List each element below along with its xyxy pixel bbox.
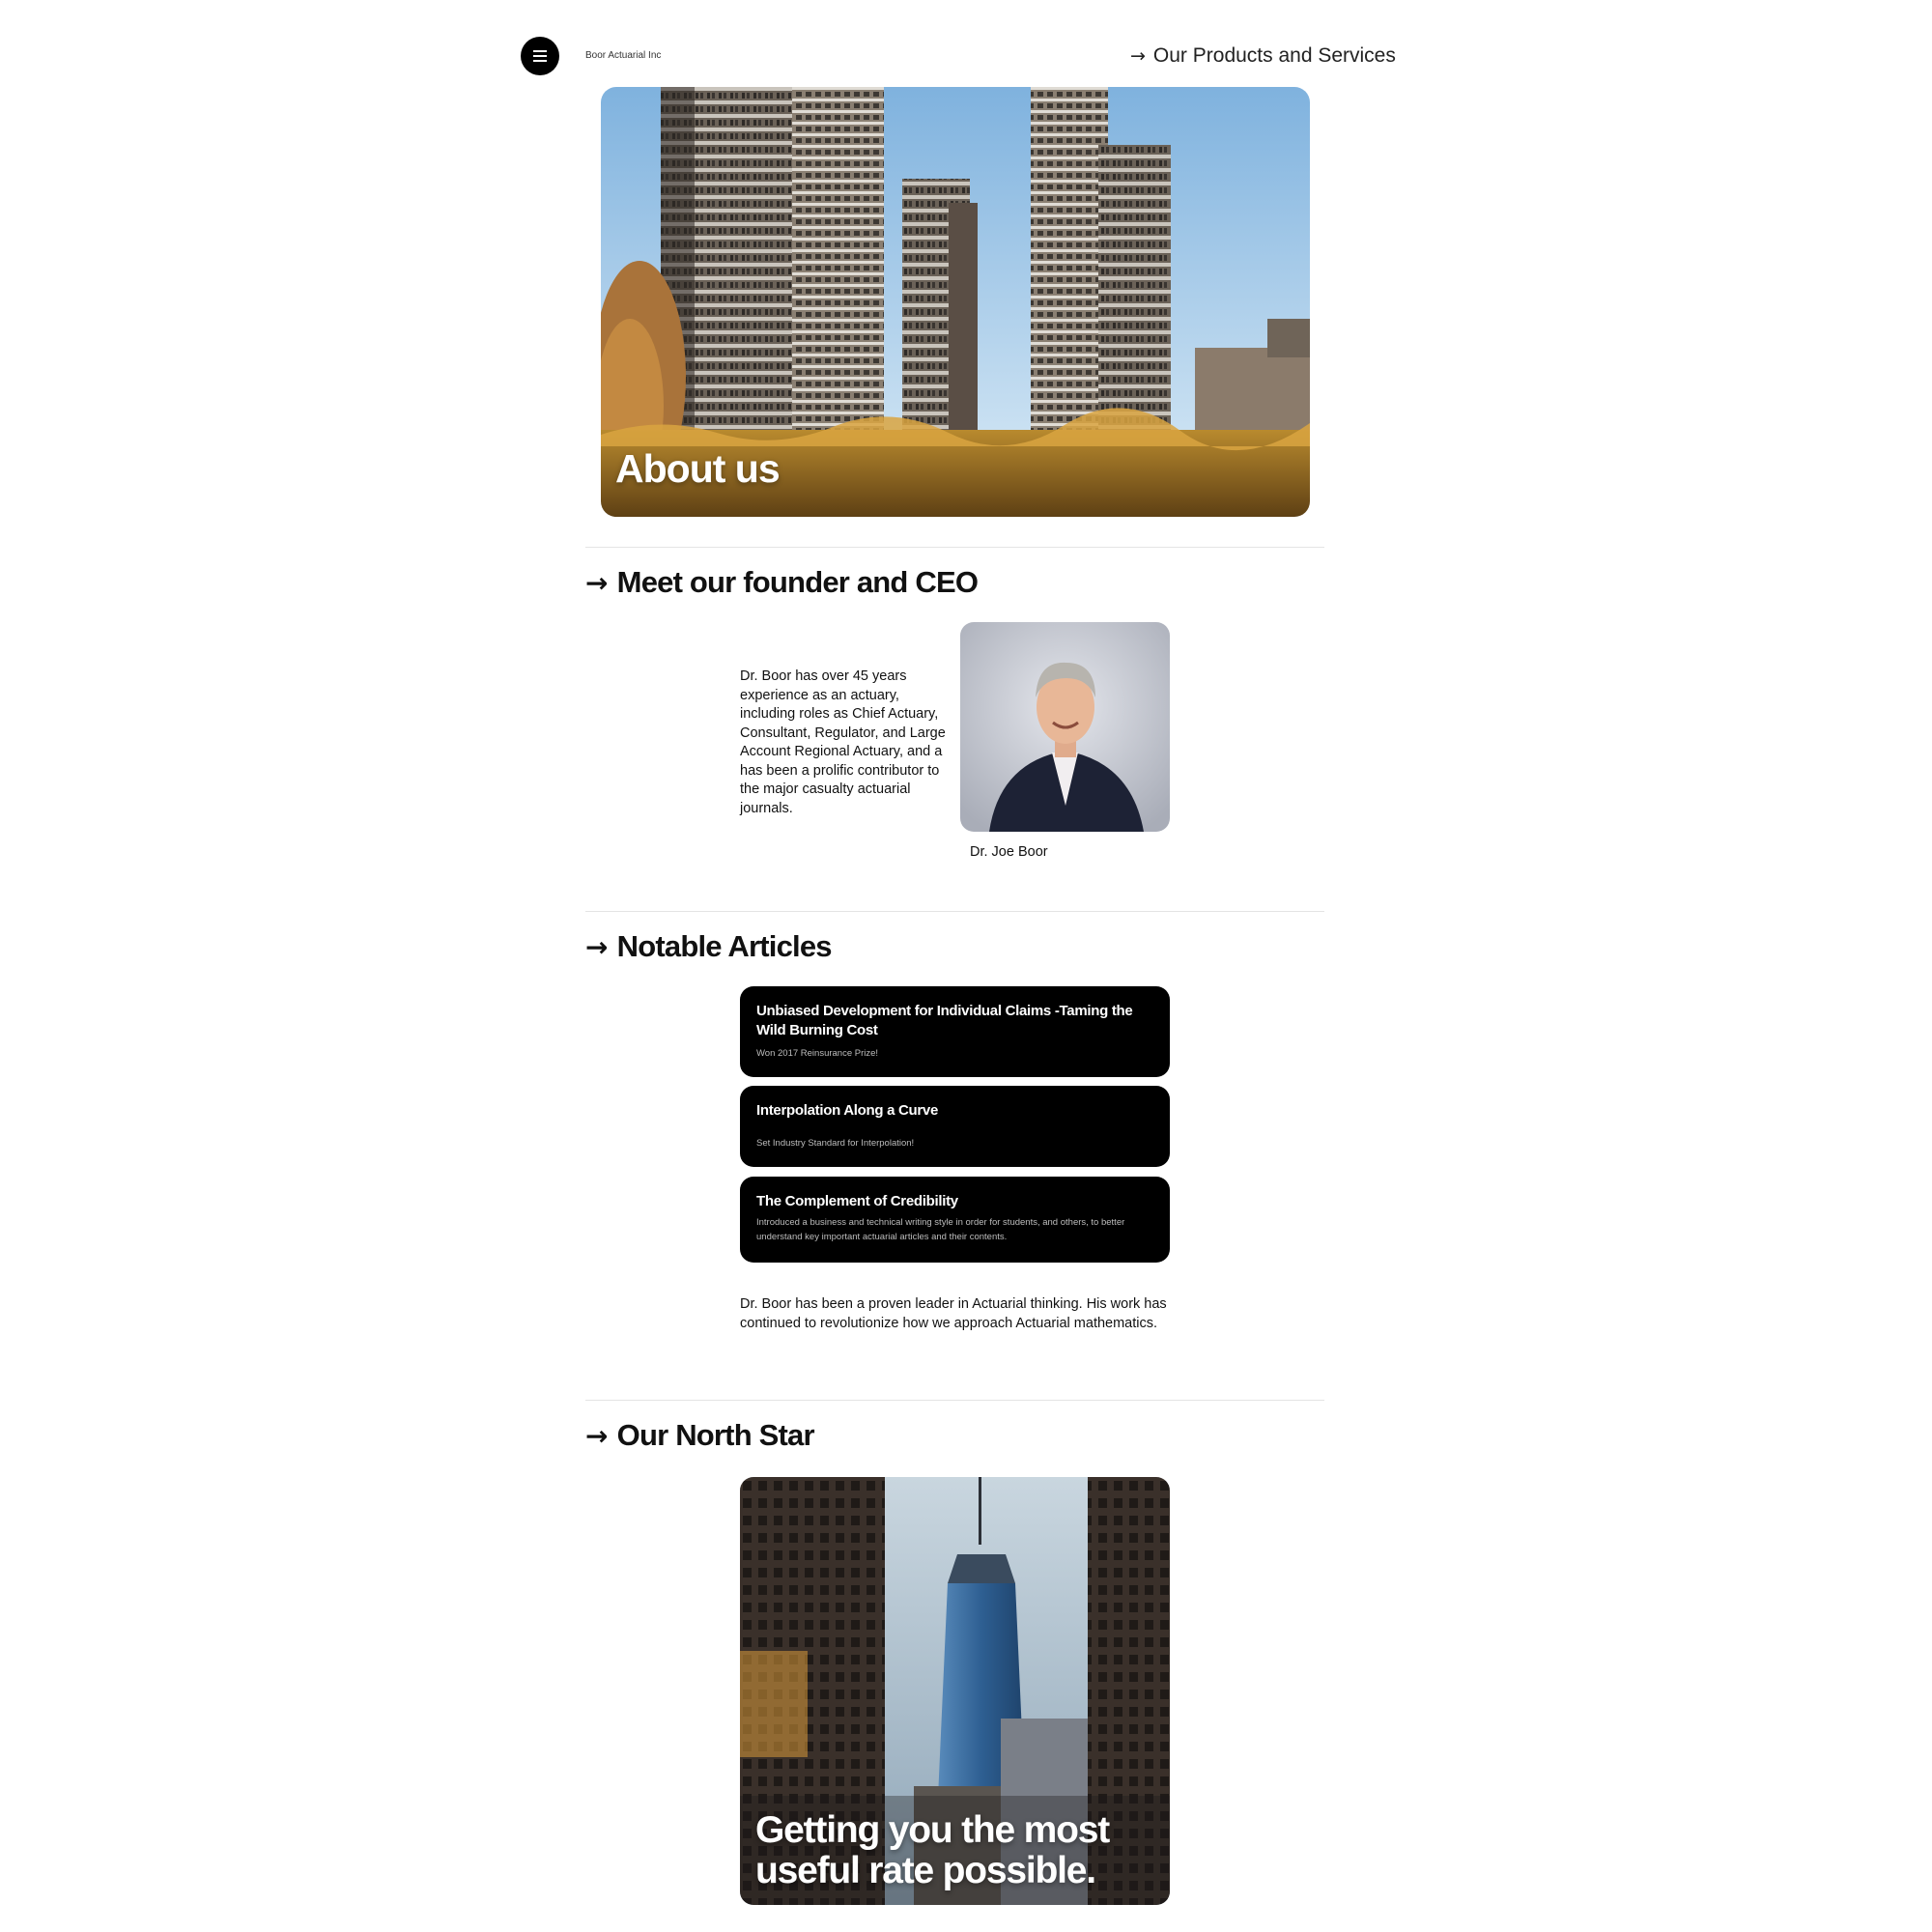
products-services-link[interactable]: [1130, 44, 1396, 68]
north-star-image: [740, 1477, 1170, 1905]
founder-bio: Dr. Boor has over 45 years experience as an actuary, including roles as Chief Actuary, Consultant, Regulator, and Large Account Regional Actuary, and a has been a prolific contributor to the major casualty actuarial journals.: [740, 668, 946, 816]
founder-heading: [585, 565, 978, 600]
north-star-heading-text: Our North Star: [616, 1418, 814, 1452]
article-card[interactable]: [740, 1086, 1170, 1167]
portrait-photo: [960, 622, 1170, 832]
section-divider: [585, 1400, 1324, 1401]
section-divider: [585, 547, 1324, 548]
founder-portrait: [960, 622, 1170, 832]
article-title: Interpolation Along a Curve: [756, 1102, 939, 1119]
products-services-label: Our Products and Services: [1152, 44, 1396, 67]
article-title: The Complement of Credibility: [756, 1193, 958, 1209]
articles-summary: Dr. Boor has been a proven leader in Actuarial thinking. His work has continued to revolutionize how we approach Actuarial mathematics.: [740, 1296, 1167, 1331]
hero-image: [601, 87, 1310, 517]
arrow-right-icon: →: [1130, 45, 1146, 67]
article-card[interactable]: [740, 1177, 1170, 1263]
article-subtitle: Introduced a business and technical writing style in order for students, and others, to better understand key important actuarial articles and their contents.: [756, 1217, 1125, 1242]
arrow-right-icon: →: [585, 931, 608, 963]
arrow-right-icon: →: [585, 567, 608, 599]
articles-heading-text: Notable Articles: [616, 929, 832, 963]
menu-icon-bar: [533, 60, 547, 62]
menu-icon-bar: [533, 55, 547, 57]
founder-heading-text: Meet our founder and CEO: [616, 565, 979, 599]
north-star-heading: [585, 1418, 814, 1453]
article-title: Unbiased Development for Individual Claims -Taming the Wild Burning Cost: [756, 1003, 1133, 1038]
articles-heading: [585, 929, 832, 964]
section-divider: [585, 911, 1324, 912]
brand-name: Boor Actuarial Inc: [585, 50, 662, 61]
north-star-tagline: Getting you the most useful rate possible.: [755, 1809, 1110, 1891]
menu-icon: [533, 50, 547, 52]
hero-title: About us: [615, 446, 780, 491]
founder-name: Dr. Joe Boor: [970, 844, 1048, 860]
article-subtitle: Won 2017 Reinsurance Prize!: [756, 1048, 879, 1059]
article-subtitle: Set Industry Standard for Interpolation!: [756, 1138, 915, 1149]
menu-button[interactable]: [521, 37, 559, 75]
arrow-right-icon: →: [585, 1420, 608, 1452]
article-card[interactable]: [740, 986, 1170, 1077]
